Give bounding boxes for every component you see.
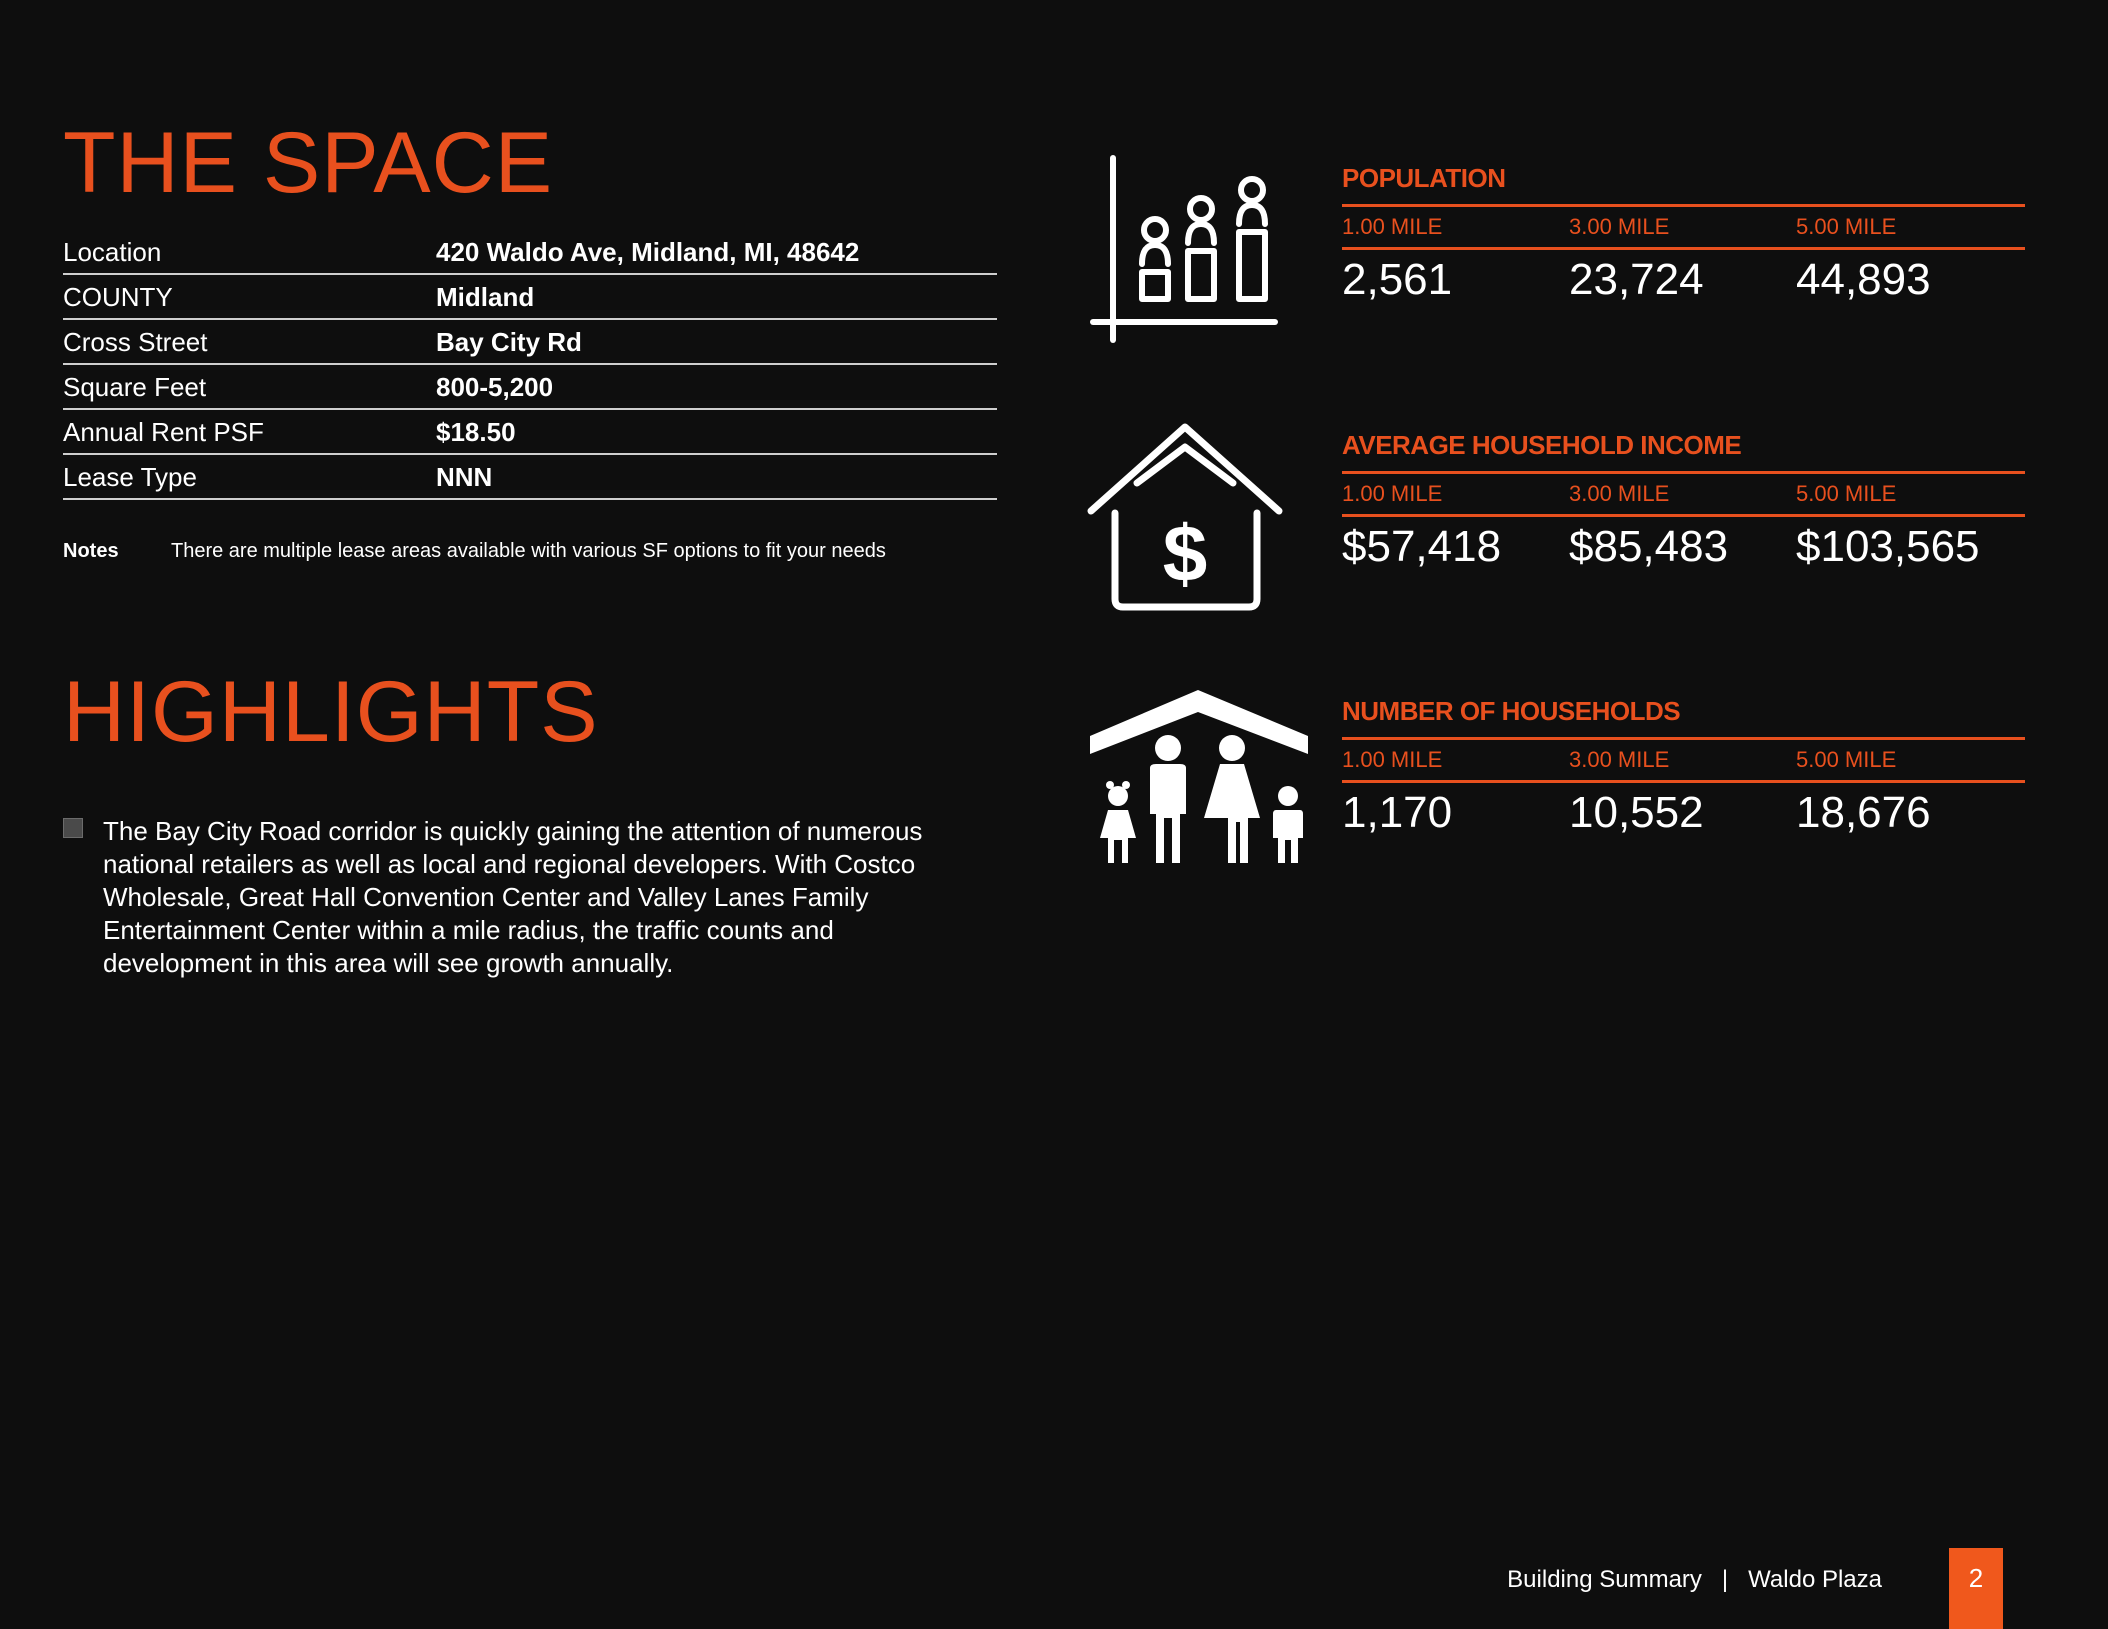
stat-heading: POPULATION: [1342, 163, 1506, 193]
stat-value: 18,676: [1796, 788, 1931, 837]
space-spec-table: [63, 231, 997, 501]
stat-heading: NUMBER OF HOUSEHOLDS: [1342, 696, 1681, 726]
stat-radius: 1.00 MILE: [1342, 481, 1443, 506]
population-stats: [1342, 160, 2025, 310]
spec-row-location: [63, 231, 997, 275]
footer: [1507, 1566, 1882, 1594]
spec-row-cross-street: [63, 321, 997, 365]
spec-value: 800-5,200: [436, 371, 554, 402]
stat-radius: 5.00 MILE: [1796, 747, 1897, 772]
stat-radius-row: [1342, 740, 2025, 778]
bullet-checkbox: [63, 818, 83, 838]
stat-heading: AVERAGE HOUSEHOLD INCOME: [1342, 430, 1742, 460]
stat-radius-row: [1342, 207, 2025, 245]
family-house-icon: [1088, 688, 1313, 868]
svg-text:$: $: [1162, 509, 1208, 598]
stat-radius: 1.00 MILE: [1342, 214, 1443, 239]
highlights-title: HIGHLIGHTS: [63, 664, 599, 760]
highlight-item: [63, 815, 963, 980]
space-title: THE SPACE: [63, 115, 554, 211]
spec-value: 420 Waldo Ave, Midland, MI, 48642: [436, 236, 860, 267]
spec-label: Annual Rent PSF: [63, 416, 264, 447]
stat-value: 1,170: [1342, 788, 1453, 837]
stat-value: 44,893: [1796, 255, 1931, 304]
stat-value: 23,724: [1569, 255, 1704, 304]
spec-row-lease-type: [63, 456, 997, 500]
population-chart-icon: [1085, 152, 1285, 352]
stat-value: 2,561: [1342, 255, 1453, 304]
stat-value-row: [1342, 783, 2025, 843]
notes-label: Notes: [63, 540, 119, 562]
stat-radius: 3.00 MILE: [1569, 214, 1670, 239]
spec-value: $18.50: [436, 416, 516, 447]
page-number: 2: [1949, 1548, 2003, 1629]
stat-radius: 1.00 MILE: [1342, 747, 1443, 772]
stat-value: $103,565: [1796, 522, 1980, 571]
spec-row-square-feet: [63, 366, 997, 410]
spec-value: Bay City Rd: [436, 326, 582, 357]
spec-label: Location: [63, 236, 162, 267]
stat-radius-row: [1342, 474, 2025, 512]
spec-label: Cross Street: [63, 326, 208, 357]
stat-value: $85,483: [1569, 522, 1729, 571]
stat-radius: 3.00 MILE: [1569, 747, 1670, 772]
spec-label: COUNTY: [63, 281, 173, 312]
footer-separator: |: [1721, 1566, 1729, 1593]
income-stats: [1342, 427, 2025, 577]
spec-value: Midland: [436, 281, 535, 312]
highlight-text: The Bay City Road corridor is quickly gaining the attention of numerous national retailers as well as local and regional developers. With Costco Wholesale, Great Hall Convention Center and Valley Lanes Family Entertainment Center within a mile radius, the traffic counts and development in this area will see growth annually.: [103, 816, 923, 978]
spec-row-county: [63, 276, 997, 320]
stat-radius: 3.00 MILE: [1569, 481, 1670, 506]
notes-text: There are multiple lease areas available with various SF options to fit your needs: [171, 540, 886, 562]
footer-property: Waldo Plaza: [1748, 1566, 1882, 1593]
stat-value-row: [1342, 517, 2025, 577]
notes: [63, 540, 886, 563]
stat-value-row: [1342, 250, 2025, 310]
spec-label: Lease Type: [63, 461, 197, 492]
stat-radius: 5.00 MILE: [1796, 214, 1897, 239]
footer-section: Building Summary: [1507, 1566, 1702, 1593]
stat-radius: 5.00 MILE: [1796, 481, 1897, 506]
spec-value: NNN: [436, 461, 493, 492]
stat-value: 10,552: [1569, 788, 1704, 837]
households-stats: [1342, 693, 2025, 843]
stat-value: $57,418: [1342, 522, 1502, 571]
house-dollar-icon: [1087, 421, 1287, 621]
spec-label: Square Feet: [63, 371, 207, 402]
spec-row-annual-rent: [63, 411, 997, 455]
